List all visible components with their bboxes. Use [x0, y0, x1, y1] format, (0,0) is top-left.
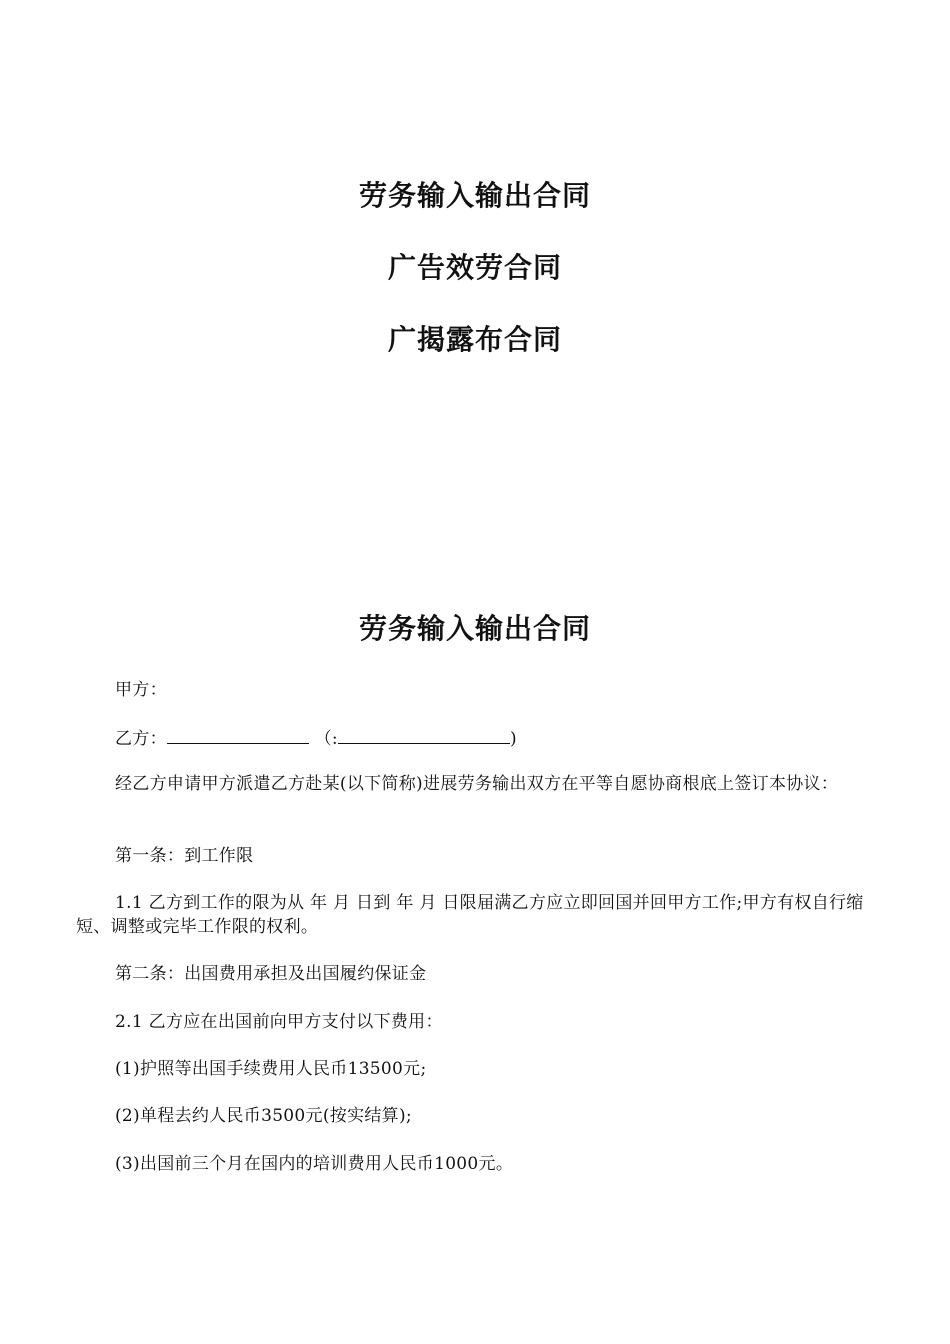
party-a-line	[76, 678, 874, 702]
party-b-detail-blank	[338, 725, 510, 744]
cover-title-2: 广告效劳合同	[387, 251, 562, 284]
party-b-paren-open: （:	[314, 729, 338, 749]
fee-item-2: (2)单程去约人民币3500元(按实结算);	[115, 1106, 412, 1126]
fee-item-3: (3)出国前三个月在国内的培训费用人民币1000元。	[115, 1154, 514, 1174]
cover-title-3: 广揭露布合同	[387, 323, 562, 356]
contract-title: 劳务输入输出合同	[358, 612, 591, 645]
party-a-label: 甲方：	[115, 680, 167, 700]
party-b-line	[76, 725, 874, 751]
article-1-heading: 第一条：到工作限	[115, 846, 254, 866]
fee-item-1: (1)护照等出国手续费用人民币13500元;	[115, 1059, 427, 1079]
article-2-heading: 第二条：出国费用承担及出国履约保证金	[115, 964, 427, 984]
party-b-label: 乙方：	[115, 729, 167, 749]
intro-paragraph: 经乙方申请甲方派遣乙方赴某(以下简称)进展劳务输出双方在平等自愿协商根底上签订本协议：	[115, 774, 839, 794]
party-b-name-blank	[167, 725, 309, 744]
party-b-paren-close: )	[509, 729, 517, 749]
article-1-1-paragraph: 1.1 乙方到工作的限为从 年 月 日到 年 月 日限届满乙方应立即回国并回甲方工作;甲方有权自行缩短、调整或完毕工作限的权利。	[76, 893, 864, 937]
cover-title-1: 劳务输入输出合同	[358, 179, 591, 212]
article-2-1-paragraph: 2.1 乙方应在出国前向甲方支付以下费用：	[115, 1012, 443, 1032]
